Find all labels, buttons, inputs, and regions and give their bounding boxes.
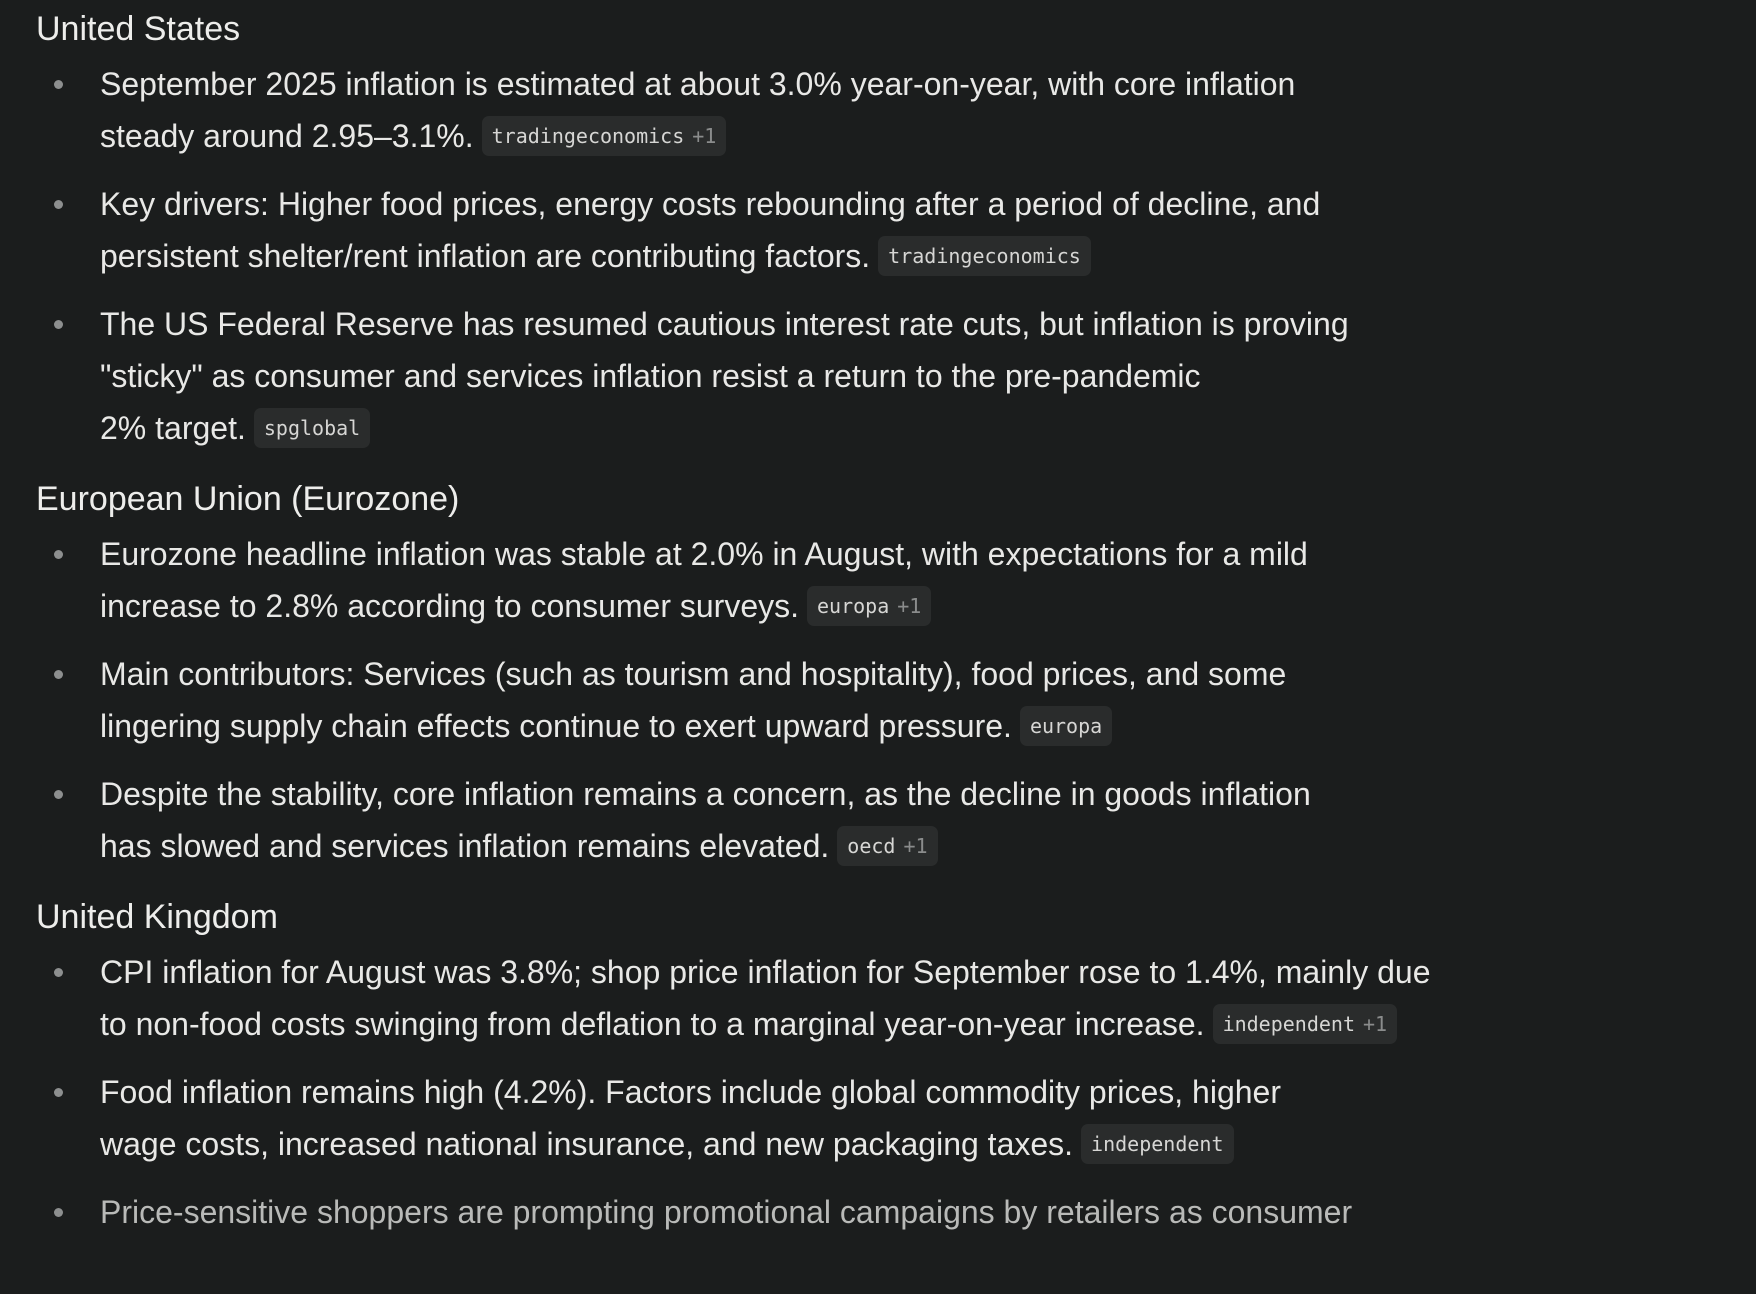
list-item [36,178,1550,282]
source-name: tradingeconomics [491,123,685,148]
bullet-text-line: Price-sensitive shoppers are prompting promotional campaigns by retailers as consumer [100,1194,1353,1230]
list-item [36,648,1550,752]
bullet-dot-icon [54,1088,63,1097]
source-name: independent [1222,1011,1356,1036]
bullet-dot-icon [54,80,63,89]
section [36,0,1596,454]
bullet-text-line: Key drivers: Higher food prices, energy costs rebounding after a period of decline, and [100,186,1321,222]
bullet-text-line: CPI inflation for August was 3.8%; shop price inflation for September rose to 1.4%, mainly due [100,954,1431,990]
section [36,470,1596,872]
bullet-dot-icon [54,790,63,799]
section-heading: United States [36,10,241,48]
bullet-dot-icon [54,670,63,679]
bullet-list [36,58,1596,454]
bullet-dot-icon [54,200,63,209]
bullet-text-line: to non-food costs swinging from deflation to a marginal year-on-year increase. [100,1006,1205,1042]
bullet-text-line: "sticky" as consumer and services inflation resist a return to the pre-pandemic [100,358,1201,394]
source-citation-chip[interactable] [482,116,727,156]
bullet-text-line: Eurozone headline inflation was stable at 2.0% in August, with expectations for a mild [100,536,1308,572]
source-name: tradingeconomics [888,243,1081,268]
bullet-text-line: Food inflation remains high (4.2%). Factors include global commodity prices, higher [100,1074,1281,1110]
section-heading: United Kingdom [36,898,278,936]
bullet-dot-icon [54,320,63,329]
list-item [36,946,1550,1050]
source-name: independent [1091,1131,1224,1156]
list-item [36,1066,1550,1170]
bullet-dot-icon [54,550,63,559]
source-extra-count: +1 [692,123,717,148]
bullet-text-line: wage costs, increased national insurance, and new packaging taxes. [100,1126,1074,1162]
source-name: europa [817,593,890,618]
bullet-text-line: Despite the stability, core inflation remains a concern, as the decline in goods inflation [100,776,1311,812]
source-extra-count: +1 [897,593,922,618]
list-item [36,768,1550,872]
bullet-text-line: September 2025 inflation is estimated at about 3.0% year-on-year, with core inflation [100,66,1296,102]
bullet-text-line: 2% target. [100,410,246,446]
bullet-dot-icon [54,1208,63,1217]
bullet-text-line: steady around 2.95–3.1%. [100,118,474,154]
bullet-list [36,528,1596,872]
bullet-text-line: persistent shelter/rent inflation are contributing factors. [100,238,871,274]
source-extra-count: +1 [903,833,928,858]
source-citation-chip[interactable] [837,826,937,866]
list-item [36,528,1550,632]
list-item [36,1186,1550,1238]
source-citation-chip[interactable] [807,586,931,626]
source-citation-chip[interactable] [878,236,1091,276]
bullet-text-line: Main contributors: Services (such as tourism and hospitality), food prices, and some [100,656,1287,692]
bullet-text-line: The US Federal Reserve has resumed cautious interest rate cuts, but inflation is proving [100,306,1349,342]
source-citation-chip[interactable] [1213,1004,1398,1044]
source-name: oecd [847,833,896,858]
source-name: europa [1029,713,1103,738]
list-item [36,58,1550,162]
list-item [36,298,1550,454]
bullet-text-line: increase to 2.8% according to consumer surveys. [100,588,799,624]
source-citation-chip[interactable] [1081,1124,1233,1164]
source-citation-chip[interactable] [1020,706,1112,746]
bullet-dot-icon [54,968,63,977]
source-citation-chip[interactable] [254,408,370,448]
section-heading: European Union (Eurozone) [36,480,460,518]
source-name: spglobal [263,415,361,440]
answer-content [36,0,1596,1254]
section [36,888,1596,1238]
bullet-text-line: lingering supply chain effects continue to exert upward pressure. [100,708,1012,744]
bullet-text-line: has slowed and services inflation remains elevated. [100,828,830,864]
bullet-list [36,946,1596,1238]
source-extra-count: +1 [1363,1011,1388,1036]
